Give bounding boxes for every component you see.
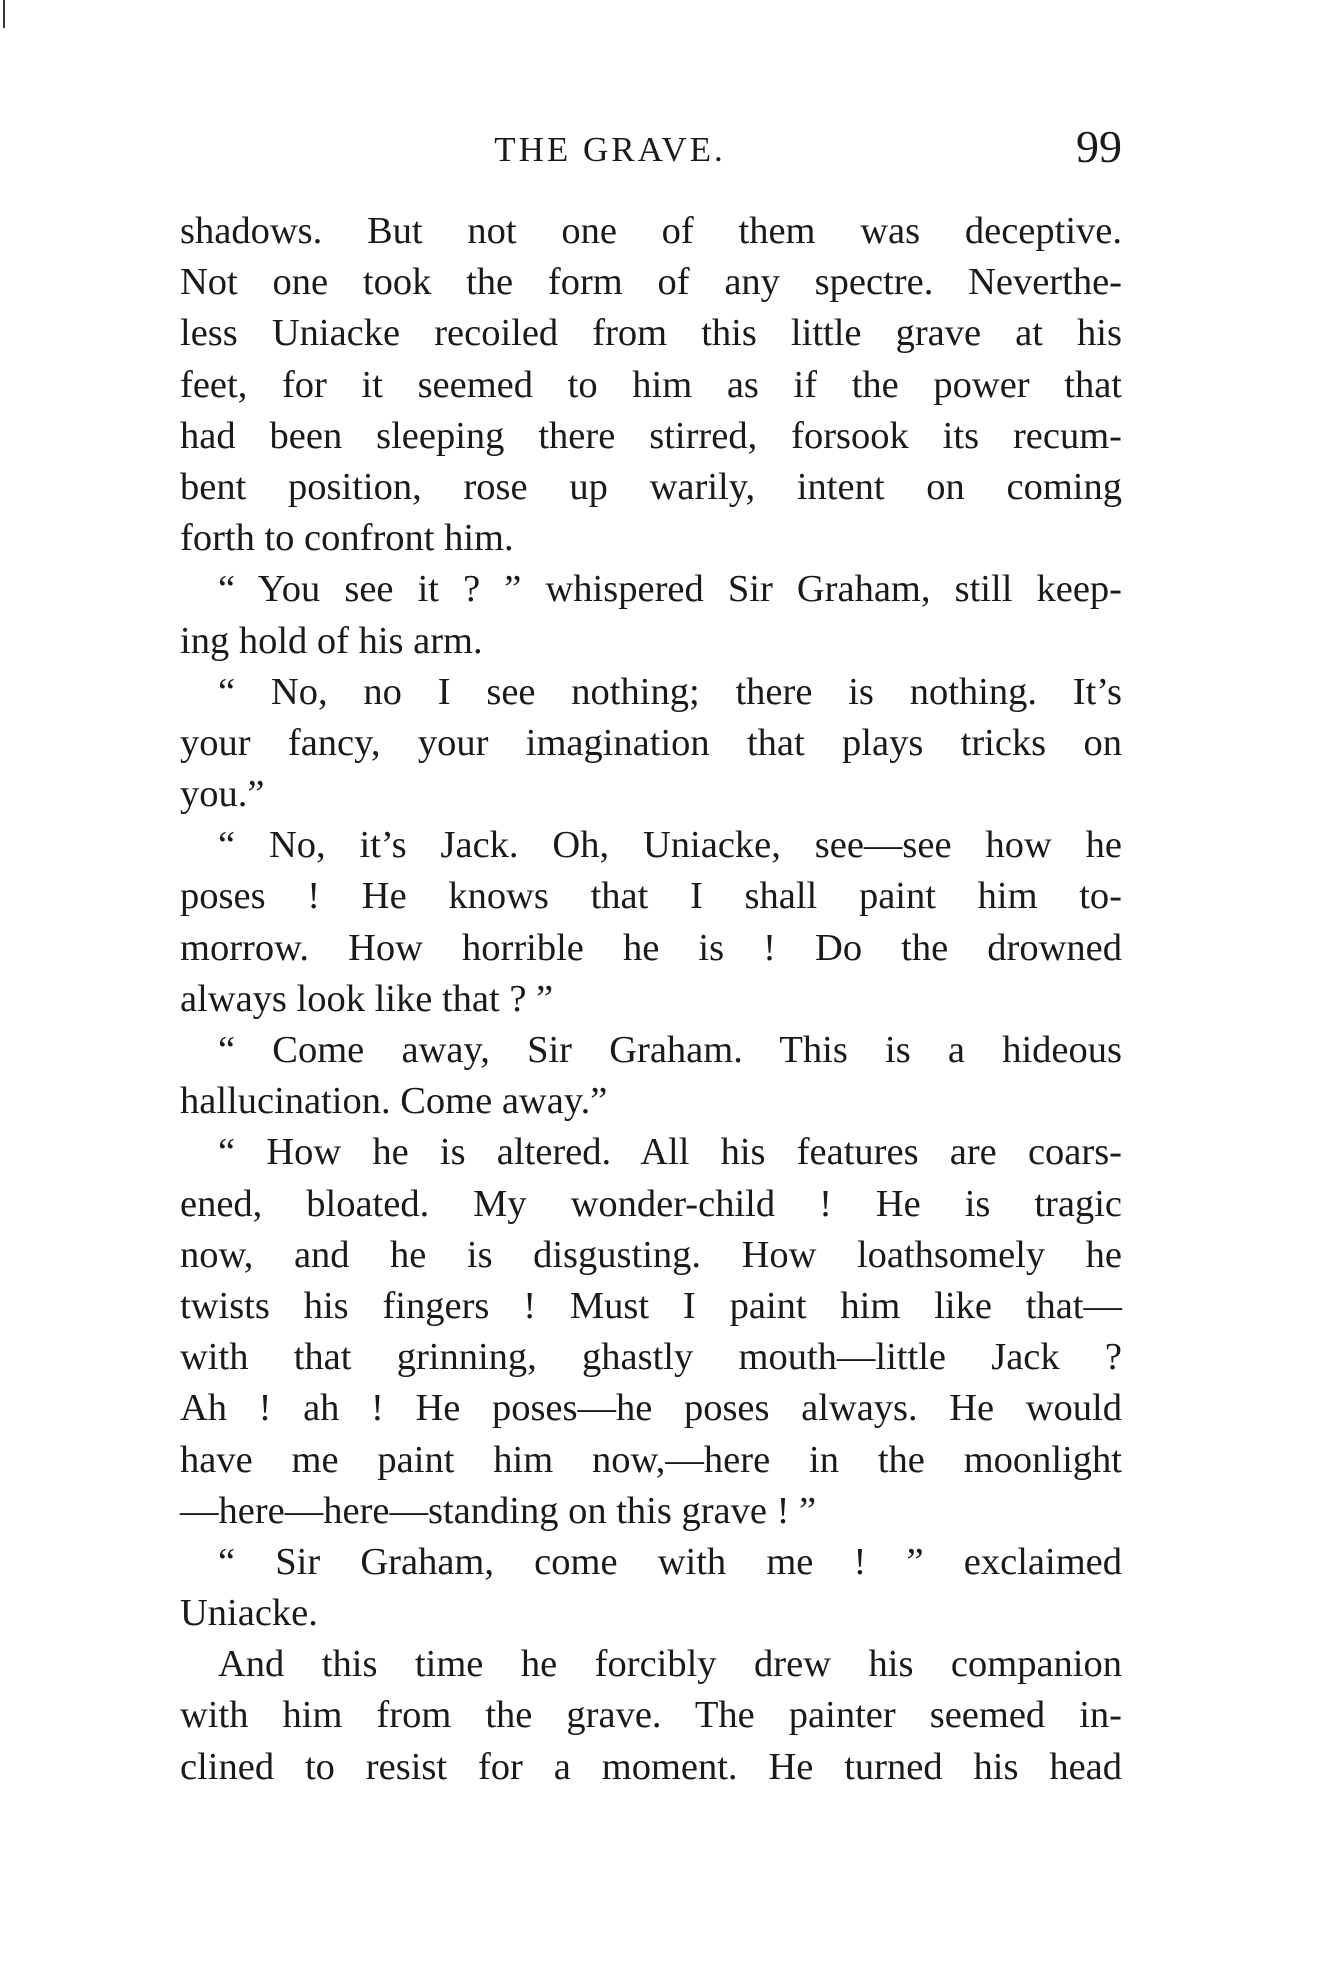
running-title: THE GRAVE. (494, 130, 726, 169)
text-line: now, and he is disgusting. How loathsomely he (180, 1233, 1122, 1276)
text-line: hallucination. Come away.” (180, 1080, 608, 1123)
text-line: Not one took the form of any spectre. Neverthe- (180, 261, 1122, 304)
text-line: ened, bloated. My wonder-child ! He is tragic (180, 1182, 1122, 1225)
text-line: And this time he forcibly drew his companion (218, 1643, 1122, 1686)
text-line: poses ! He knows that I shall paint him to- (180, 875, 1122, 918)
text-line: twists his fingers ! Must I paint him like that— (180, 1284, 1122, 1327)
text-line: your fancy, your imagination that plays tricks on (180, 721, 1122, 764)
body-text (180, 206, 1122, 1793)
text-line: “ How he is altered. All his features are coars- (218, 1131, 1122, 1174)
text-line: you.” (180, 773, 265, 816)
running-head (180, 120, 1122, 180)
text-line: have me paint him now,—here in the moonlight (180, 1438, 1122, 1481)
text-line: “ You see it ? ” whispered Sir Graham, still keep- (218, 568, 1122, 611)
page-number: 99 (1076, 121, 1122, 172)
text-line: morrow. How horrible he is ! Do the drowned (180, 926, 1122, 969)
text-line: bent position, rose up warily, intent on coming (180, 465, 1122, 508)
text-line: shadows. But not one of them was deceptive. (180, 210, 1122, 252)
text-line: Uniacke. (180, 1592, 318, 1635)
text-line: “ No, it’s Jack. Oh, Uniacke, see—see how he (218, 824, 1122, 867)
text-line: with him from the grave. The painter seemed in- (180, 1694, 1122, 1737)
text-line: “ No, no I see nothing; there is nothing. It’s (218, 670, 1122, 713)
text-line: less Uniacke recoiled from this little grave at his (180, 312, 1122, 355)
text-line: had been sleeping there stirred, forsook its recum- (180, 414, 1122, 457)
scan-edge-mark (3, 0, 5, 28)
text-line: with that grinning, ghastly mouth—little Jack ? (180, 1336, 1122, 1379)
text-line: feet, for it seemed to him as if the power that (180, 363, 1122, 406)
text-line: Ah ! ah ! He poses—he poses always. He would (180, 1387, 1122, 1430)
text-line: forth to confront him. (180, 517, 514, 560)
text-line: clined to resist for a moment. He turned his head (180, 1745, 1122, 1788)
text-line: “ Sir Graham, come with me ! ” exclaimed (218, 1540, 1122, 1583)
text-line: always look like that ? ” (180, 977, 554, 1020)
text-line: ing hold of his arm. (180, 619, 483, 662)
text-line: —here—here—standing on this grave ! ” (180, 1489, 817, 1532)
text-line: “ Come away, Sir Graham. This is a hideous (218, 1029, 1122, 1071)
